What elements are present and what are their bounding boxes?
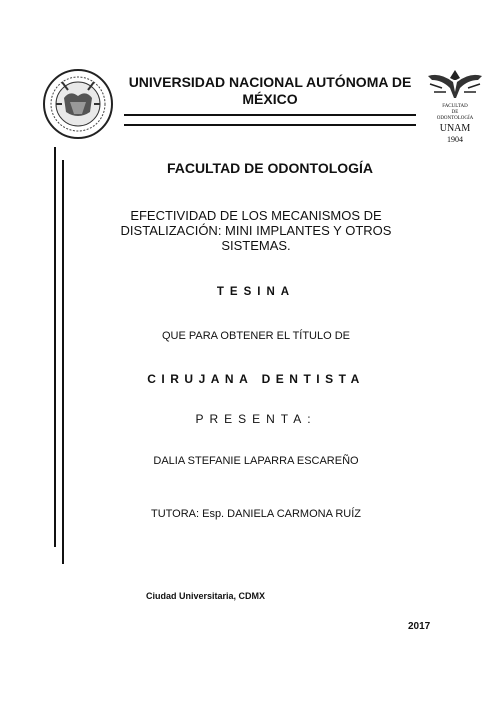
faculty-seal-line2: DE: [451, 110, 459, 115]
presents-label: PRESENTA:: [195, 412, 317, 426]
degree-name: CIRUJANA DENTISTA: [147, 372, 365, 386]
university-name: UNIVERSIDAD NACIONAL AUTÓNOMA DE MÉXICO: [128, 74, 412, 107]
document-type: TESINA: [216, 286, 296, 298]
thesis-title: EFECTIVIDAD DE LOS MECANISMOS DE DISTALIZACIÓN: MINI IMPLANTES Y OTROS SISTEMAS.: [120, 208, 392, 253]
eagle-icon: [420, 66, 490, 106]
vertical-rule-left: [54, 147, 56, 547]
degree-purpose: QUE PARA OBTENER EL TÍTULO DE: [161, 330, 351, 342]
faculty-seal-line3: ODONTOLOGÍA: [436, 116, 474, 121]
vertical-rule-right: [62, 160, 64, 564]
faculty-seal-year: 1904: [447, 135, 463, 144]
faculty-seal-line1: FACULTAD: [442, 104, 468, 109]
author-name: DALIA STEFANIE LAPARRA ESCAREÑO: [153, 455, 359, 467]
year: 2017: [408, 621, 431, 632]
unam-seal-icon: [42, 68, 114, 140]
location: Ciudad Universitaria, CDMX: [146, 591, 266, 601]
header-rule-top: [124, 114, 416, 116]
tutor-name: TUTORA: Esp. DANIELA CARMONA RUÍZ: [150, 508, 362, 520]
header-rule-bottom: [124, 124, 416, 126]
faculty-name: FACULTAD DE ODONTOLOGÍA: [166, 160, 374, 176]
faculty-seal-initials: UNAM: [439, 123, 471, 134]
faculty-seal: [420, 66, 490, 148]
